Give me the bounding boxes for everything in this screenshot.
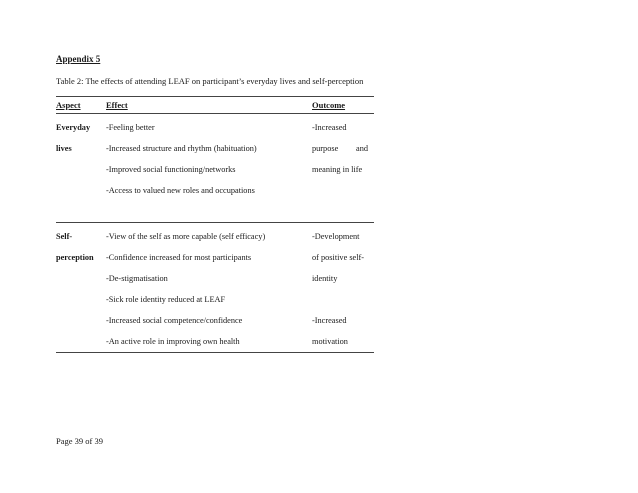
header-outcome: Outcome [312, 100, 346, 110]
table-header-row [56, 96, 374, 114]
effect-item: -Confidence increased for most participants [106, 253, 252, 262]
effect-item: -Feeling better [106, 123, 155, 132]
outcome-line: meaning in life [312, 165, 363, 174]
effect-item: -Increased structure and rhythm (habituation) [106, 144, 257, 153]
effect-item: -De-stigmatisation [106, 274, 168, 283]
header-effect: Effect [106, 100, 128, 110]
outcome-line: motivation [312, 337, 348, 346]
table-row-self-perception [56, 223, 374, 353]
aspect-cell [56, 226, 94, 268]
effect-item: -Improved social functioning/networks [106, 165, 236, 174]
effect-item: -View of the self as more capable (self efficacy) [106, 232, 266, 241]
outcome-line-justified [312, 138, 368, 159]
outcome-line: -Development [312, 232, 360, 241]
table-caption: Table 2: The effects of attending LEAF on participant’s everyday lives and self-perception [56, 76, 364, 86]
outcome-line: identity [312, 274, 338, 283]
appendix-heading: Appendix 5 [56, 54, 101, 64]
outcome-line: of positive self- [312, 253, 365, 262]
header-aspect: Aspect [56, 100, 81, 110]
aspect-line: lives [56, 144, 72, 153]
page-number: Page 39 of 39 [56, 436, 103, 446]
effect-item: -Increased social competence/confidence [106, 316, 243, 325]
outcome-cell [312, 226, 364, 352]
aspect-line: Self- [56, 232, 73, 241]
aspect-line: Everyday [56, 123, 91, 132]
outcome-word: purpose [312, 144, 339, 153]
effect-item: -An active role in improving own health [106, 337, 240, 346]
effect-cell [106, 117, 257, 201]
table-row-everyday-lives [56, 114, 374, 223]
effect-cell [106, 226, 265, 352]
aspect-cell [56, 117, 90, 159]
outcome-line: -Increased [312, 316, 347, 325]
outcome-line: -Increased [312, 123, 347, 132]
outcome-line-blank [312, 289, 364, 310]
outcome-word: and [356, 144, 368, 153]
outcome-cell [312, 117, 368, 180]
effects-table [56, 96, 374, 353]
effect-item: -Access to valued new roles and occupations [106, 186, 255, 195]
effect-item: -Sick role identity reduced at LEAF [106, 295, 226, 304]
aspect-line: perception [56, 253, 94, 262]
